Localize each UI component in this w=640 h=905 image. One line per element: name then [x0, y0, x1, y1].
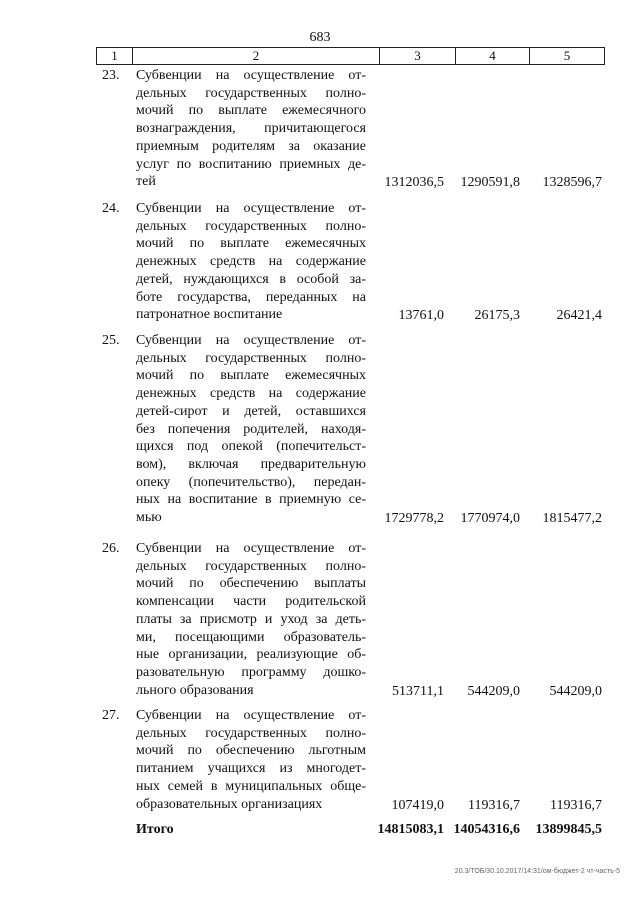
total-col-4: 14054316,6	[453, 822, 520, 837]
header-col-4: 4	[456, 48, 530, 64]
description-line: вом), включая предварительную	[136, 456, 366, 472]
description-line: ные организации, реализующие об-	[136, 647, 366, 663]
total-col-5: 13899845,5	[535, 822, 602, 837]
description-line: Субвенции на осуществление от-	[136, 201, 366, 216]
description-line: приемным родителям за оказание	[136, 138, 366, 154]
description-line: Субвенции на осуществление от-	[136, 333, 366, 348]
row-description	[136, 67, 366, 191]
description-line: боте государства, переданных на	[136, 289, 366, 305]
row-description	[136, 332, 366, 527]
row-value-col-4: 119316,7	[468, 797, 520, 813]
description-line: платы за присмотр и уход за деть-	[136, 611, 366, 627]
row-value-col-5: 119316,7	[550, 797, 602, 813]
row-value-col-5: 1815477,2	[542, 511, 602, 526]
row-number: 26.	[102, 541, 120, 556]
row-number: 25.	[102, 333, 120, 348]
description-line: образовательных организациях	[136, 796, 323, 812]
description-line: тей	[136, 174, 156, 190]
description-line: детей-сирот и детей, оставшихся	[136, 403, 366, 419]
footer-stamp: 20.3/ТОБ/30.10.2017/14:31/ом-бюджет-2 чт-часть-5	[454, 868, 620, 875]
row-value-col-5: 26421,4	[556, 308, 602, 324]
row-number: 27.	[102, 708, 120, 723]
description-line: ных семей в муниципальных обще-	[136, 778, 366, 794]
description-line: денежных средств на содержание	[136, 254, 366, 270]
description-line: Субвенции на осуществление от-	[136, 708, 366, 723]
description-line: Субвенции на осуществление от-	[136, 541, 366, 556]
description-line: питанием учащихся из многодет-	[136, 761, 366, 777]
description-line: вознаграждения, причитающегося	[136, 121, 366, 137]
row-value-col-3: 107419,0	[391, 797, 444, 813]
row-value-col-3: 13761,0	[398, 308, 444, 324]
table-header	[96, 47, 605, 65]
description-line: щихся под опекой (попечительст-	[136, 439, 366, 455]
description-line: дельных государственных полно-	[136, 85, 366, 101]
description-line: мочий по выплате ежемесячного	[136, 103, 366, 119]
row-description	[136, 540, 366, 699]
row-value-col-4: 544209,0	[467, 683, 520, 699]
description-line: разовательную программу дошко-	[136, 664, 366, 680]
description-line: дельных государственных полно-	[136, 350, 366, 366]
row-number: 24.	[102, 201, 120, 216]
description-line: опеку (попечительство), передан-	[136, 474, 366, 490]
row-value-col-3: 513711,1	[392, 683, 444, 699]
total-col-3: 14815083,1	[377, 822, 444, 837]
row-value-col-5: 544209,0	[549, 683, 602, 699]
total-label: Итого	[136, 822, 174, 837]
header-col-1: 1	[97, 48, 133, 64]
row-value-col-4: 26175,3	[474, 308, 520, 324]
description-line: льного образования	[136, 682, 254, 698]
description-line: Субвенции на осуществление от-	[136, 68, 366, 83]
description-line: без попечения родителей, находя-	[136, 421, 366, 437]
page-number: 683	[309, 30, 331, 45]
description-line: мью	[136, 510, 162, 526]
description-line: мочий по выплате ежемесячных	[136, 236, 366, 252]
description-line: компенсации части родительской	[136, 594, 366, 610]
description-line: патронатное воспитание	[136, 307, 283, 323]
description-line: мочий по обеспечению льготным	[136, 743, 366, 759]
row-value-col-3: 1729778,2	[384, 511, 444, 526]
row-value-col-4: 1290591,8	[460, 175, 520, 191]
description-line: мочий по обеспечению выплаты	[136, 576, 366, 592]
description-line: мочий по выплате ежемесячных	[136, 368, 366, 384]
description-line: дельных государственных полно-	[136, 725, 366, 741]
description-line: услуг по воспитанию приемных де-	[136, 156, 366, 172]
header-col-2: 2	[133, 48, 380, 64]
description-line: ных на воспитание в приемную се-	[136, 492, 366, 508]
header-col-5: 5	[563, 48, 571, 63]
row-number: 23.	[102, 68, 120, 83]
row-value-col-4: 1770974,0	[460, 511, 520, 526]
row-value-col-3: 1312036,5	[384, 175, 444, 191]
row-value-col-5: 1328596,7	[542, 175, 602, 191]
header-col-3: 3	[380, 48, 456, 64]
description-line: дельных государственных полно-	[136, 558, 366, 574]
description-line: ми, посещающими образователь-	[136, 629, 366, 645]
row-description	[136, 200, 366, 324]
description-line: дельных государственных полно-	[136, 218, 366, 234]
description-line: денежных средств на содержание	[136, 386, 366, 402]
row-description	[136, 707, 366, 813]
description-line: детей, нуждающихся в особой за-	[136, 271, 366, 287]
